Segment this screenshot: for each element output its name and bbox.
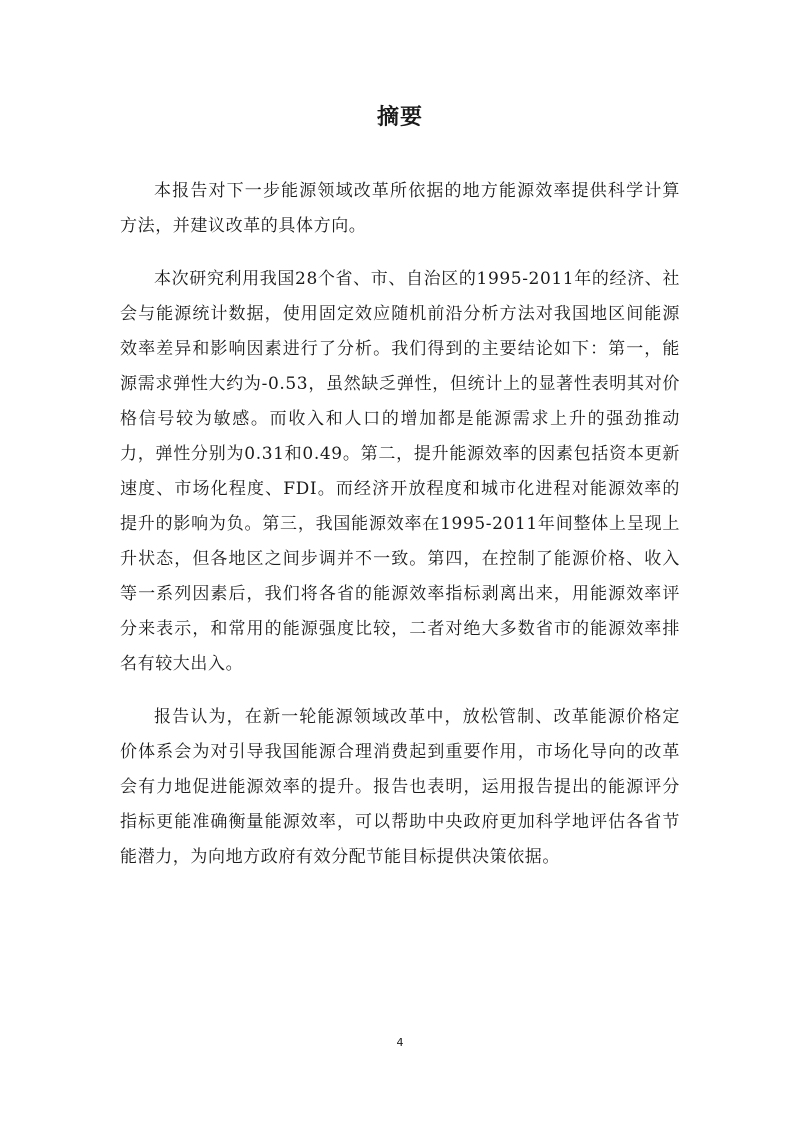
page-title: 摘要 <box>376 105 423 130</box>
paragraph-intro: 本报告对下一步能源领域改革所依据的地方能源效率提供科学计算方法，并建议改革的具体方向。 <box>120 181 680 236</box>
paragraph-findings: 本次研究利用我国28个省、市、自治区的1995-2011年的经济、社会与能源统计数据，使用固定效应随机前沿分析方法对我国地区间能源效率差异和影响因素进行了分析。我们得到的主要结论如下：第一，能源需求弹性大约为-0.53，虽然缺乏弹性，但统计上的显著性表明其对价格信号较为敏感。而收入和人口的增加都是能源需求上升的强劲推动力，弹性分别为0.31和0.49。第二，提升能源效率的因素包括资本更新速度、市场化程度、FDI。而经济开放程度和城市化进程对能源效率的提升的影响为负。第三，我国能源效率在1995-2011年间整体上呈现上升状态，但各地区之间步调并不一致。第四，在控制了能源价格、收入等一系列因素后，我们将各省的能源效率指标剥离出来，用能源效率评分来表示，和常用的能源强度比较，二者对绝大多数省市的能源效率排名有较大出入。 <box>120 269 680 674</box>
page-number: 4 <box>396 1036 404 1049</box>
abstract-body <box>120 174 680 893</box>
paragraph-recommendations: 报告认为，在新一轮能源领域改革中，放松管制、改革能源价格定价体系会为对引导我国能源合理消费起到重要作用，市场化导向的改革会有力地促进能源效率的提升。报告也表明，运用报告提出的能源评分指标更能准确衡量能源效率，可以帮助中央政府更加科学地评估各省节能潜力，为向地方政府有效分配节能目标提供决策依据。 <box>120 707 680 867</box>
